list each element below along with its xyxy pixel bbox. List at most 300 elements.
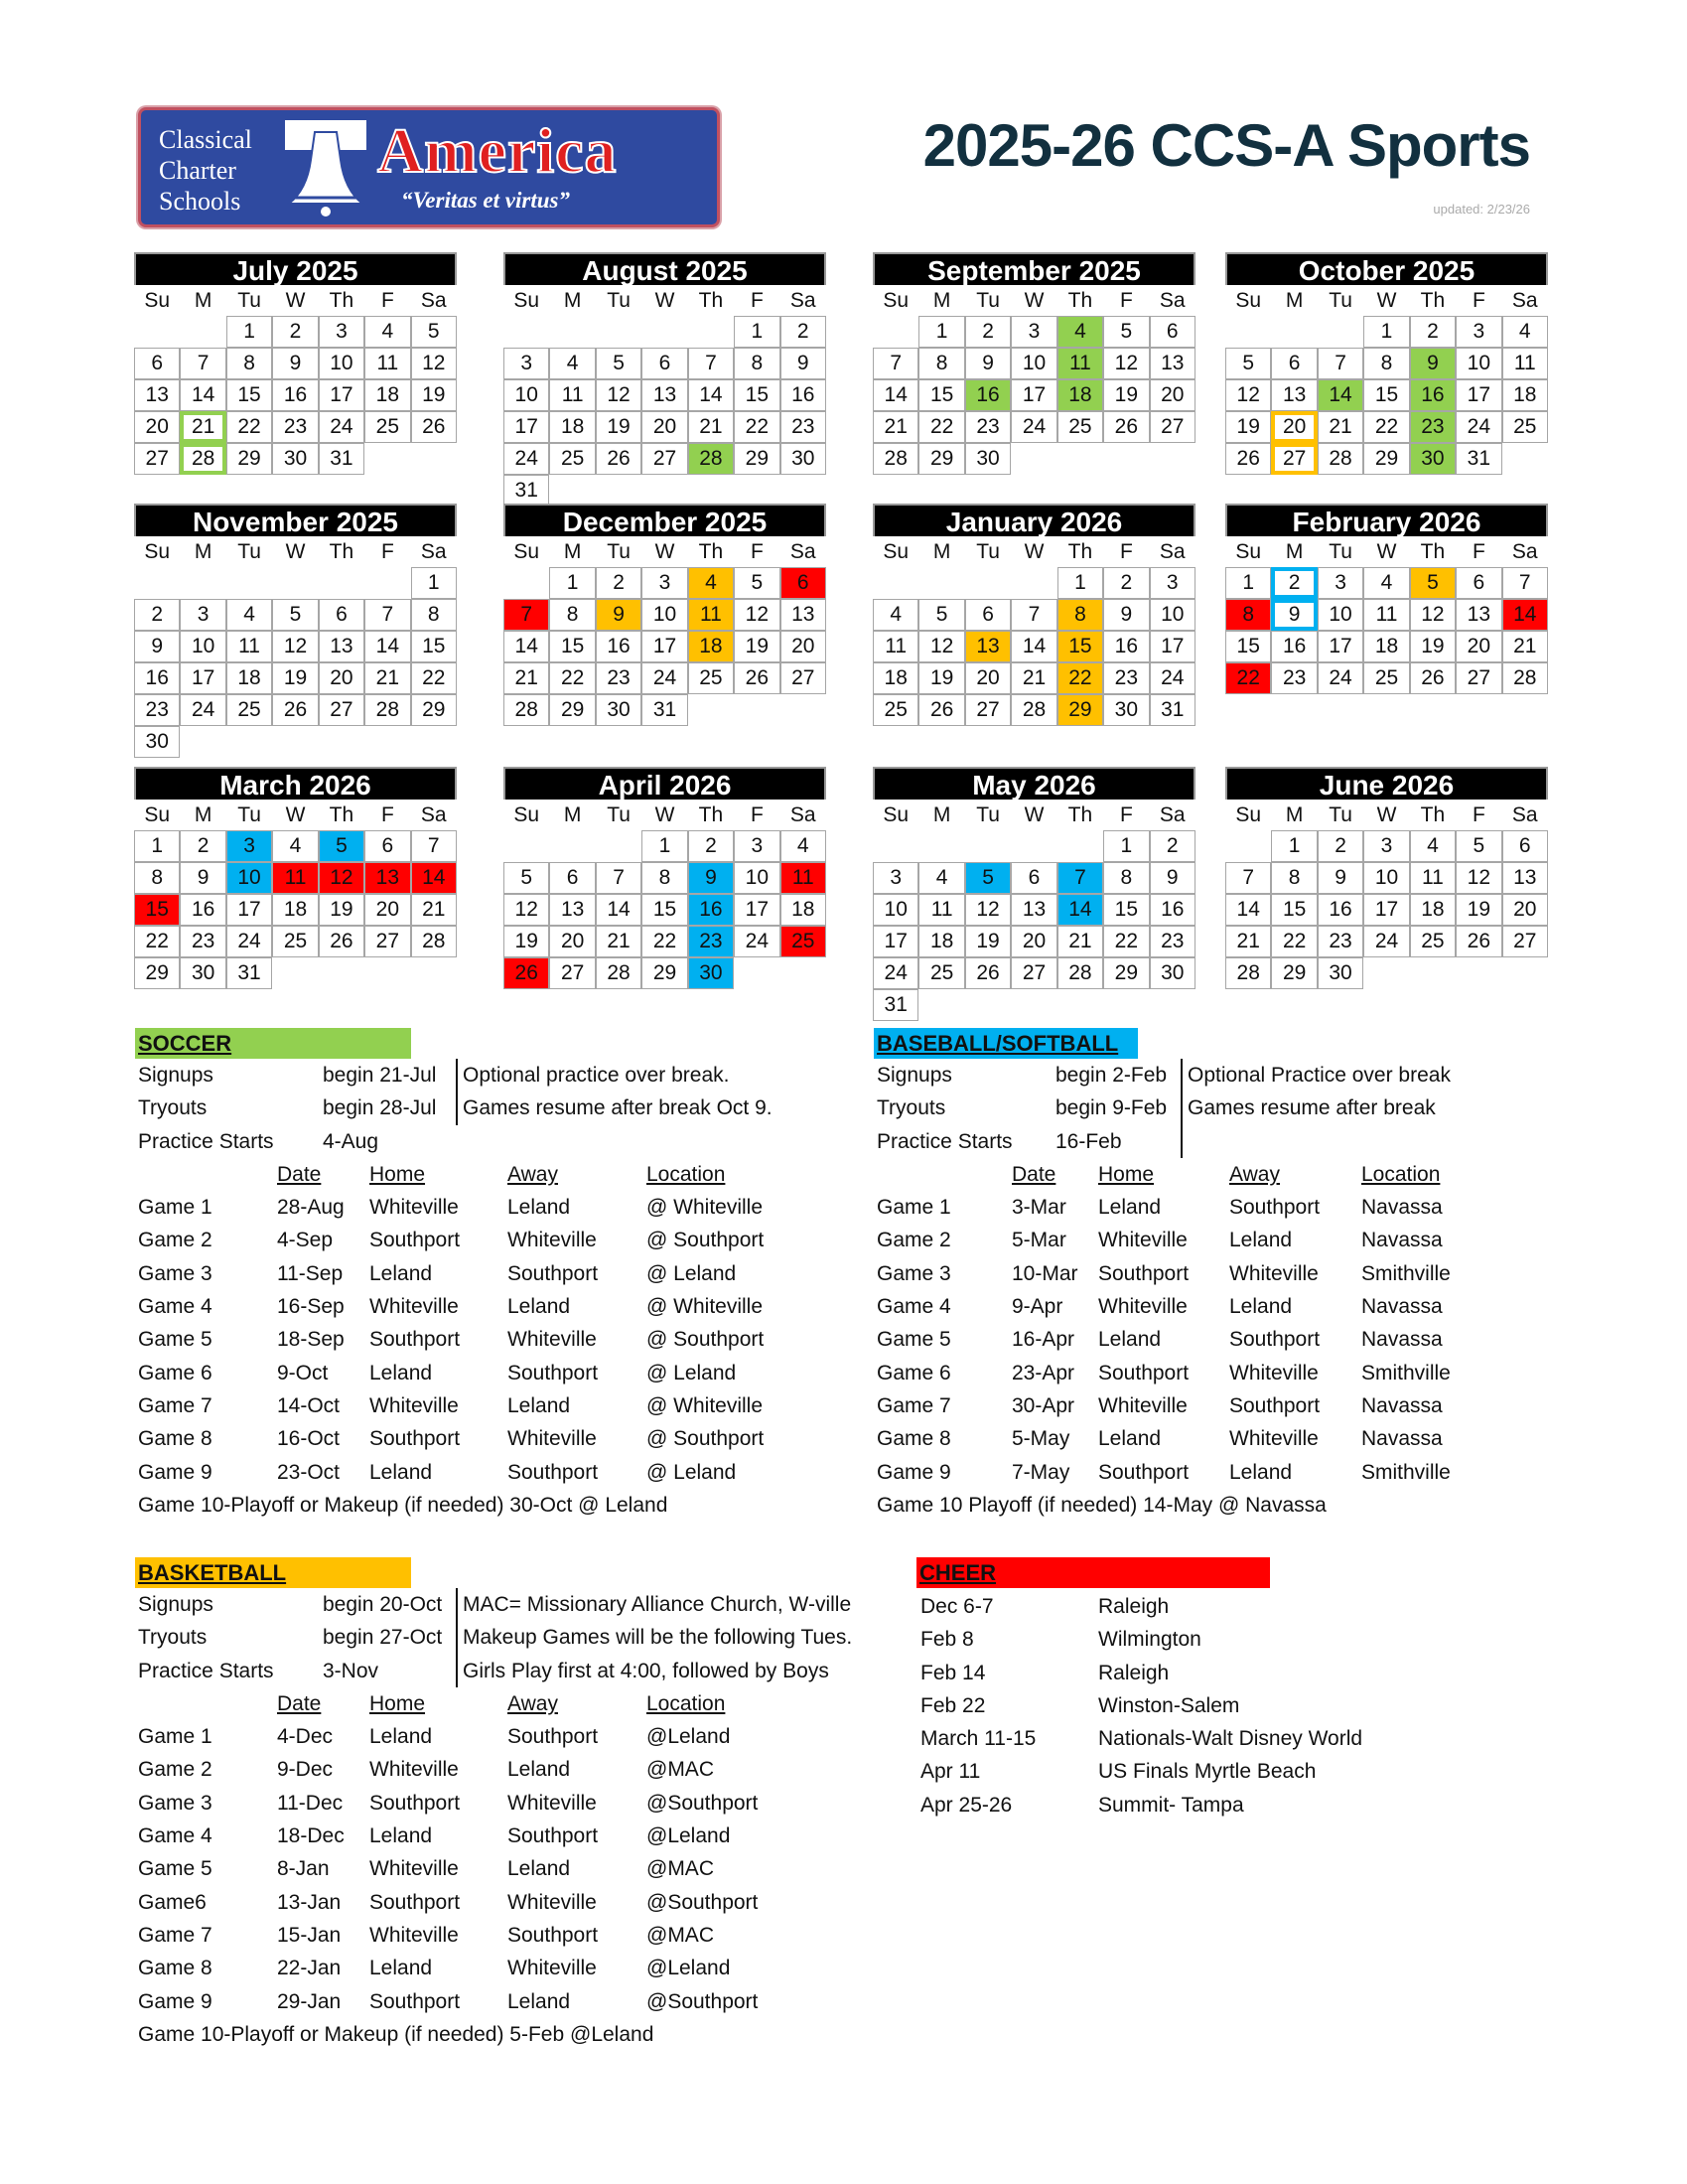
day-cell: 23 bbox=[272, 411, 318, 443]
game-cell: @ Leland bbox=[646, 1361, 737, 1384]
info-label: Signups bbox=[138, 1064, 213, 1087]
day-cell: 3 bbox=[1150, 567, 1195, 599]
cheer-location: US Finals Myrtle Beach bbox=[1098, 1760, 1317, 1784]
day-cell: 23 bbox=[180, 926, 225, 957]
game-cell: Whiteville bbox=[369, 1295, 459, 1319]
day-cell: 21 bbox=[364, 662, 410, 694]
game-cell: 28-Aug bbox=[277, 1196, 345, 1220]
game-cell: Game 4 bbox=[138, 1824, 212, 1848]
game-cell: Leland bbox=[369, 1725, 433, 1749]
day-cell: 30 bbox=[688, 957, 734, 989]
empty-cell bbox=[688, 316, 734, 348]
day-cell: 12 bbox=[1410, 599, 1456, 631]
day-cell: 10 bbox=[1150, 599, 1195, 631]
empty-cell bbox=[226, 567, 272, 599]
game-cell: Game 1 bbox=[138, 1196, 212, 1220]
day-cell: 22 bbox=[411, 662, 457, 694]
day-label: Sa bbox=[420, 803, 447, 826]
game-cell: Leland bbox=[507, 1989, 571, 2013]
day-cell: 7 bbox=[1011, 599, 1056, 631]
day-cell: 4 bbox=[780, 830, 826, 862]
day-cell: 3 bbox=[226, 830, 272, 862]
day-cell: 10 bbox=[1456, 348, 1501, 379]
day-label: Sa bbox=[1511, 289, 1538, 312]
day-cell: 26 bbox=[319, 926, 364, 957]
cheer-row bbox=[916, 1722, 1512, 1755]
day-label: F bbox=[1472, 803, 1485, 826]
day-cell: 2 bbox=[180, 830, 225, 862]
day-cell: 11 bbox=[1057, 348, 1103, 379]
day-cell: 17 bbox=[734, 894, 779, 926]
day-cell: 21 bbox=[503, 662, 549, 694]
day-cell: 19 bbox=[272, 662, 318, 694]
day-cell: 23 bbox=[1271, 662, 1317, 694]
day-cell: 25 bbox=[364, 411, 410, 443]
day-label: Th bbox=[698, 289, 724, 312]
day-cell: 2 bbox=[1271, 567, 1317, 599]
day-cell: 3 bbox=[1318, 567, 1363, 599]
game-cell: Game 8 bbox=[138, 1957, 212, 1980]
day-cell: 23 bbox=[780, 411, 826, 443]
game-cell: 22-Jan bbox=[277, 1957, 342, 1980]
footer-text: Game 10 Playoff (if needed) 14-May @ Navassa bbox=[877, 1493, 1327, 1517]
day-cell: 6 bbox=[1456, 567, 1501, 599]
day-cell: 19 bbox=[965, 926, 1011, 957]
day-cell: 13 bbox=[1011, 894, 1056, 926]
day-cell: 12 bbox=[1103, 348, 1149, 379]
day-label: M bbox=[1285, 289, 1304, 312]
day-cell: 15 bbox=[549, 631, 595, 662]
game-row bbox=[135, 1290, 830, 1323]
info-value: begin 27-Oct bbox=[323, 1626, 443, 1650]
day-cell: 23 bbox=[1150, 926, 1195, 957]
day-cell: 20 bbox=[780, 631, 826, 662]
day-label: Tu bbox=[976, 803, 1000, 826]
day-cell: 12 bbox=[503, 894, 549, 926]
day-cell: 11 bbox=[1410, 862, 1456, 894]
game-cell: Whiteville bbox=[507, 1890, 597, 1914]
day-cell: 12 bbox=[319, 862, 364, 894]
day-cell: 25 bbox=[549, 443, 595, 475]
day-cell: 25 bbox=[1502, 411, 1548, 443]
day-cell: 14 bbox=[688, 379, 734, 411]
info-label: Tryouts bbox=[138, 1626, 208, 1650]
day-cell: 16 bbox=[780, 379, 826, 411]
day-cell: 10 bbox=[226, 862, 272, 894]
game-cell: Whiteville bbox=[1098, 1393, 1188, 1417]
day-label: F bbox=[1472, 540, 1485, 563]
day-label: Su bbox=[1235, 289, 1262, 312]
game-row bbox=[135, 1422, 830, 1455]
day-label: Su bbox=[883, 540, 910, 563]
column-header: Location bbox=[646, 1162, 726, 1186]
day-cell: 11 bbox=[226, 631, 272, 662]
day-cell: 29 bbox=[641, 957, 687, 989]
day-cell: 22 bbox=[918, 411, 964, 443]
day-cell: 31 bbox=[1456, 443, 1501, 475]
day-cell: 16 bbox=[688, 894, 734, 926]
day-label: Sa bbox=[1159, 289, 1186, 312]
day-cell: 18 bbox=[272, 894, 318, 926]
day-label: M bbox=[932, 289, 951, 312]
day-cell: 5 bbox=[965, 862, 1011, 894]
day-label: Th bbox=[1420, 289, 1446, 312]
day-label: F bbox=[750, 540, 764, 563]
info-value: begin 28-Jul bbox=[323, 1096, 437, 1120]
day-cell: 9 bbox=[1410, 348, 1456, 379]
day-cell: 13 bbox=[319, 631, 364, 662]
day-label: Th bbox=[329, 289, 354, 312]
game-cell: Game 2 bbox=[877, 1229, 951, 1252]
info-note: Optional practice over break. bbox=[456, 1059, 729, 1092]
day-cell: 30 bbox=[1410, 443, 1456, 475]
day-cell: 22 bbox=[1271, 926, 1317, 957]
info-note: Makeup Games will be the following Tues. bbox=[456, 1621, 852, 1654]
game-cell: @MAC bbox=[646, 1758, 714, 1782]
info-value: 4-Aug bbox=[323, 1129, 379, 1153]
month-days bbox=[134, 536, 457, 758]
day-label: W bbox=[1024, 289, 1045, 312]
day-label: Sa bbox=[1511, 540, 1538, 563]
game-cell: Leland bbox=[507, 1295, 571, 1319]
day-cell: 17 bbox=[873, 926, 918, 957]
game-cell: Game 4 bbox=[877, 1295, 951, 1319]
day-cell: 7 bbox=[503, 599, 549, 631]
day-cell: 14 bbox=[503, 631, 549, 662]
game-cell: 3-Mar bbox=[1012, 1196, 1066, 1220]
day-cell: 25 bbox=[226, 694, 272, 726]
day-cell: 5 bbox=[596, 348, 641, 379]
day-cell: 15 bbox=[411, 631, 457, 662]
cheer-row bbox=[916, 1789, 1512, 1821]
day-cell: 10 bbox=[1363, 862, 1409, 894]
month-days bbox=[1225, 800, 1548, 989]
day-label: Th bbox=[1420, 540, 1446, 563]
day-cell: 22 bbox=[1363, 411, 1409, 443]
month-header: December 2025 bbox=[503, 504, 826, 536]
day-cell: 25 bbox=[1363, 662, 1409, 694]
game-cell: Southport bbox=[507, 1460, 599, 1484]
month-days bbox=[873, 285, 1195, 475]
day-cell: 20 bbox=[641, 411, 687, 443]
day-cell: 30 bbox=[596, 694, 641, 726]
game-row bbox=[135, 1919, 850, 1952]
game-cell: Southport bbox=[507, 1261, 599, 1285]
game-cell: Whiteville bbox=[1229, 1361, 1319, 1384]
game-cell: @Southport bbox=[646, 1890, 759, 1914]
info-row bbox=[135, 1059, 830, 1092]
day-cell: 27 bbox=[641, 443, 687, 475]
day-cell: 23 bbox=[688, 926, 734, 957]
day-cell: 15 bbox=[1363, 379, 1409, 411]
day-label: M bbox=[563, 540, 582, 563]
day-cell: 30 bbox=[965, 443, 1011, 475]
game-cell: Whiteville bbox=[1229, 1427, 1319, 1451]
month-calendar bbox=[1225, 767, 1548, 989]
day-cell: 2 bbox=[272, 316, 318, 348]
cheer-row bbox=[916, 1657, 1512, 1689]
empty-cell bbox=[503, 567, 549, 599]
day-cell: 4 bbox=[1502, 316, 1548, 348]
game-cell: 9-Dec bbox=[277, 1758, 334, 1782]
day-cell: 11 bbox=[549, 379, 595, 411]
day-cell: 18 bbox=[226, 662, 272, 694]
day-cell: 6 bbox=[319, 599, 364, 631]
day-cell: 20 bbox=[364, 894, 410, 926]
month-calendar bbox=[1225, 504, 1548, 694]
game-cell: Game 3 bbox=[138, 1791, 212, 1815]
day-cell: 22 bbox=[1057, 662, 1103, 694]
day-cell: 15 bbox=[1271, 894, 1317, 926]
day-cell: 28 bbox=[503, 694, 549, 726]
day-cell: 28 bbox=[1011, 694, 1056, 726]
school-logo: Classical Charter Schools America “Veritas et virtus” bbox=[138, 107, 720, 227]
game-cell: Southport bbox=[507, 1923, 599, 1947]
liberty-bell-icon bbox=[285, 120, 366, 219]
updated-date: updated: 2/23/26 bbox=[1433, 202, 1530, 217]
day-cell: 22 bbox=[549, 662, 595, 694]
day-label: W bbox=[654, 289, 675, 312]
day-cell: 22 bbox=[1103, 926, 1149, 957]
game-cell: Game 9 bbox=[138, 1460, 212, 1484]
month-header: June 2026 bbox=[1225, 767, 1548, 800]
game-cell: @MAC bbox=[646, 1923, 714, 1947]
day-label: Th bbox=[1067, 803, 1093, 826]
day-cell: 9 bbox=[780, 348, 826, 379]
day-cell: 6 bbox=[641, 348, 687, 379]
game-cell: @Southport bbox=[646, 1989, 759, 2013]
day-cell: 12 bbox=[596, 379, 641, 411]
day-cell: 28 bbox=[364, 694, 410, 726]
day-cell: 16 bbox=[1103, 631, 1149, 662]
day-cell: 29 bbox=[549, 694, 595, 726]
game-cell: Southport bbox=[369, 1427, 461, 1451]
game-row bbox=[135, 1257, 830, 1290]
day-cell: 14 bbox=[1057, 894, 1103, 926]
day-cell: 23 bbox=[1410, 411, 1456, 443]
section-label: SOCCER bbox=[135, 1028, 411, 1059]
game-cell: Leland bbox=[369, 1361, 433, 1384]
month-header: July 2025 bbox=[134, 252, 457, 285]
day-label: W bbox=[1024, 540, 1045, 563]
day-cell: 20 bbox=[1011, 926, 1056, 957]
game-cell: Leland bbox=[369, 1824, 433, 1848]
day-cell: 22 bbox=[641, 926, 687, 957]
day-cell: 9 bbox=[272, 348, 318, 379]
info-row bbox=[135, 1621, 853, 1654]
game-cell: Whiteville bbox=[369, 1857, 459, 1881]
day-cell: 13 bbox=[549, 894, 595, 926]
day-cell: 30 bbox=[272, 443, 318, 475]
day-label: F bbox=[750, 803, 764, 826]
info-note: MAC= Missionary Alliance Church, W-ville bbox=[456, 1588, 851, 1621]
section-label: CHEER bbox=[916, 1557, 1270, 1588]
day-label: Sa bbox=[789, 289, 816, 312]
game-cell: Game 2 bbox=[138, 1758, 212, 1782]
info-row bbox=[135, 1125, 830, 1158]
month-header: September 2025 bbox=[873, 252, 1195, 285]
game-cell: 14-Oct bbox=[277, 1393, 341, 1417]
info-row bbox=[874, 1125, 1589, 1158]
cheer-location: Raleigh bbox=[1098, 1595, 1170, 1618]
game-cell: 4-Dec bbox=[277, 1725, 334, 1749]
game-cell: Navassa bbox=[1361, 1295, 1443, 1319]
day-cell: 27 bbox=[134, 443, 180, 475]
game-cell: Whiteville bbox=[1229, 1261, 1319, 1285]
game-cell: Leland bbox=[369, 1957, 433, 1980]
day-cell: 26 bbox=[503, 957, 549, 989]
day-cell: 11 bbox=[272, 862, 318, 894]
day-cell: 19 bbox=[734, 631, 779, 662]
game-cell: Southport bbox=[1098, 1261, 1190, 1285]
day-label: Sa bbox=[1511, 803, 1538, 826]
day-cell: 22 bbox=[134, 926, 180, 957]
day-cell: 5 bbox=[918, 599, 964, 631]
game-cell: 23-Apr bbox=[1012, 1361, 1075, 1384]
day-cell: 10 bbox=[1011, 348, 1056, 379]
game-cell: 16-Oct bbox=[277, 1427, 341, 1451]
day-cell: 27 bbox=[364, 926, 410, 957]
game-cell: Game 7 bbox=[877, 1393, 951, 1417]
empty-cell bbox=[1225, 316, 1271, 348]
game-row bbox=[135, 1852, 850, 1885]
day-cell: 15 bbox=[734, 379, 779, 411]
day-cell: 2 bbox=[780, 316, 826, 348]
day-cell: 8 bbox=[134, 862, 180, 894]
day-label: F bbox=[1472, 289, 1485, 312]
day-cell: 22 bbox=[734, 411, 779, 443]
game-cell: Leland bbox=[1098, 1427, 1162, 1451]
day-cell: 17 bbox=[226, 894, 272, 926]
day-label: Su bbox=[513, 803, 540, 826]
game-row bbox=[135, 1323, 830, 1356]
day-label: M bbox=[194, 803, 212, 826]
day-label: Tu bbox=[237, 289, 261, 312]
day-label: M bbox=[563, 289, 582, 312]
day-cell: 12 bbox=[1456, 862, 1501, 894]
day-cell: 30 bbox=[1103, 694, 1149, 726]
baseball-section bbox=[874, 1028, 1589, 1522]
day-label: Sa bbox=[420, 289, 447, 312]
day-cell: 19 bbox=[596, 411, 641, 443]
day-cell: 5 bbox=[734, 567, 779, 599]
day-cell: 17 bbox=[1363, 894, 1409, 926]
game-cell: Game 9 bbox=[877, 1460, 951, 1484]
day-cell: 1 bbox=[1225, 567, 1271, 599]
game-cell: Leland bbox=[1229, 1229, 1293, 1252]
day-cell: 19 bbox=[1225, 411, 1271, 443]
day-cell: 6 bbox=[364, 830, 410, 862]
day-cell: 15 bbox=[226, 379, 272, 411]
day-label: W bbox=[654, 540, 675, 563]
cheer-date: Feb 14 bbox=[920, 1661, 986, 1684]
game-cell: Southport bbox=[1229, 1393, 1321, 1417]
empty-cell bbox=[1271, 316, 1317, 348]
day-cell: 19 bbox=[1410, 631, 1456, 662]
game-cell: Southport bbox=[507, 1824, 599, 1848]
day-cell: 27 bbox=[965, 694, 1011, 726]
game-cell: Game 5 bbox=[138, 1328, 212, 1352]
month-calendar bbox=[134, 504, 457, 758]
day-cell: 8 bbox=[641, 862, 687, 894]
game-cell: @Leland bbox=[646, 1824, 731, 1848]
day-cell: 5 bbox=[1456, 830, 1501, 862]
day-cell: 11 bbox=[688, 599, 734, 631]
day-cell: 11 bbox=[873, 631, 918, 662]
day-cell: 29 bbox=[918, 443, 964, 475]
empty-cell bbox=[918, 830, 964, 862]
game-row bbox=[874, 1257, 1589, 1290]
day-cell: 18 bbox=[1363, 631, 1409, 662]
game-cell: @ Southport bbox=[646, 1229, 765, 1252]
game-cell: 15-Jan bbox=[277, 1923, 342, 1947]
day-cell: 10 bbox=[319, 348, 364, 379]
game-row bbox=[874, 1389, 1589, 1422]
day-cell: 1 bbox=[641, 830, 687, 862]
info-value: 16-Feb bbox=[1055, 1129, 1122, 1153]
day-cell: 29 bbox=[226, 443, 272, 475]
day-cell: 16 bbox=[1410, 379, 1456, 411]
day-cell: 13 bbox=[364, 862, 410, 894]
game-row bbox=[135, 1224, 830, 1256]
game-row bbox=[135, 1952, 850, 1984]
column-header: Location bbox=[646, 1691, 726, 1715]
day-cell: 30 bbox=[780, 443, 826, 475]
day-cell: 3 bbox=[734, 830, 779, 862]
empty-cell bbox=[596, 830, 641, 862]
empty-cell bbox=[272, 567, 318, 599]
day-cell: 2 bbox=[596, 567, 641, 599]
day-cell: 16 bbox=[1271, 631, 1317, 662]
month-calendar bbox=[1225, 252, 1548, 475]
day-label: Th bbox=[698, 803, 724, 826]
game-cell: 23-Oct bbox=[277, 1460, 341, 1484]
game-cell: Whiteville bbox=[1098, 1229, 1188, 1252]
day-cell: 10 bbox=[734, 862, 779, 894]
game-cell: Whiteville bbox=[369, 1758, 459, 1782]
game-cell: 7-May bbox=[1012, 1460, 1070, 1484]
month-header: October 2025 bbox=[1225, 252, 1548, 285]
day-cell: 23 bbox=[596, 662, 641, 694]
day-cell: 10 bbox=[873, 894, 918, 926]
game-cell: Southport bbox=[507, 1361, 599, 1384]
day-cell: 25 bbox=[272, 926, 318, 957]
empty-cell bbox=[918, 567, 964, 599]
day-cell: 9 bbox=[965, 348, 1011, 379]
day-cell: 12 bbox=[272, 631, 318, 662]
day-label: M bbox=[563, 803, 582, 826]
column-header: Home bbox=[369, 1691, 426, 1715]
day-cell: 28 bbox=[411, 926, 457, 957]
day-label: F bbox=[1119, 289, 1133, 312]
day-cell: 24 bbox=[641, 662, 687, 694]
column-header: Away bbox=[507, 1162, 558, 1186]
info-label: Tryouts bbox=[138, 1096, 208, 1120]
game-cell: 11-Dec bbox=[277, 1791, 344, 1815]
day-cell: 28 bbox=[1225, 957, 1271, 989]
day-cell: 29 bbox=[1363, 443, 1409, 475]
day-cell: 24 bbox=[873, 957, 918, 989]
empty-cell bbox=[503, 830, 549, 862]
section-label: BASKETBALL bbox=[135, 1557, 411, 1588]
day-cell: 15 bbox=[1057, 631, 1103, 662]
day-cell: 27 bbox=[319, 694, 364, 726]
day-label: Su bbox=[144, 803, 171, 826]
footer-text: Game 10-Playoff or Makeup (if needed) 5-Feb @Leland bbox=[138, 2022, 654, 2046]
day-cell: 1 bbox=[226, 316, 272, 348]
day-label: F bbox=[1119, 803, 1133, 826]
game-cell: Whiteville bbox=[507, 1328, 597, 1352]
